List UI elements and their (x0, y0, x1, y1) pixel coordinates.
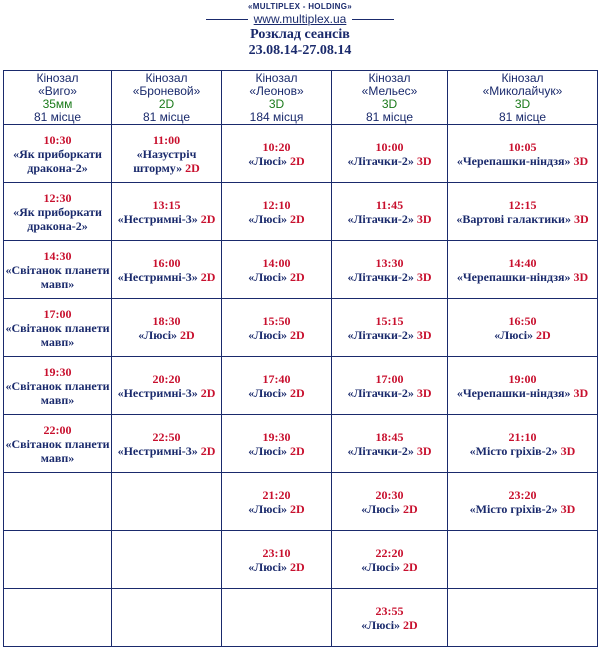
session-time: 11:00 (152, 132, 181, 147)
session-time: 12:15 (508, 197, 537, 212)
hall-format: 3D (268, 96, 285, 111)
film-title: «Нестримні-3» (117, 443, 198, 458)
session-cell (332, 589, 448, 647)
film-format: 3D (573, 385, 589, 400)
hall-seats: 81 місце (142, 109, 190, 124)
film-format: 2D (290, 443, 305, 458)
schedule-table (3, 70, 598, 647)
film-format: 3D (416, 443, 432, 458)
schedule-row (4, 589, 598, 647)
film-title: «Літачки-2» (347, 269, 414, 284)
session-time: 19:00 (508, 371, 537, 386)
session-cell (448, 357, 598, 415)
film-format: 2D (290, 269, 305, 284)
session-time: 19:30 (43, 364, 72, 379)
session-time: 12:10 (262, 197, 291, 212)
film-title: «Люсі» (248, 211, 288, 226)
film-format: 3D (560, 443, 576, 458)
session-cell (112, 125, 222, 183)
film-format: 3D (416, 269, 432, 284)
session-time: 23:20 (508, 487, 537, 502)
empty-cell (4, 473, 112, 531)
film-format: 3D (573, 153, 589, 168)
schedule-body (4, 125, 598, 647)
film-format: 2D (290, 501, 305, 516)
session-time: 19:30 (262, 429, 291, 444)
session-cell (4, 415, 112, 473)
session-time: 10:05 (508, 139, 537, 154)
schedule-row (4, 241, 598, 299)
hall-header (4, 71, 112, 125)
empty-cell (112, 589, 222, 647)
hall-seats: 184 місця (249, 109, 304, 124)
session-cell (332, 357, 448, 415)
session-cell (112, 183, 222, 241)
session-cell (332, 415, 448, 473)
schedule-row (4, 299, 598, 357)
session-time: 18:45 (375, 429, 404, 444)
session-cell (4, 183, 112, 241)
session-cell (448, 241, 598, 299)
film-title: «Люсі» (494, 327, 534, 342)
film-format: 2D (290, 153, 305, 168)
hall-header (332, 71, 448, 125)
film-format: 3D (416, 153, 432, 168)
session-cell (222, 473, 332, 531)
film-format: 2D (180, 327, 195, 342)
session-cell (332, 473, 448, 531)
schedule-row (4, 357, 598, 415)
session-time: 16:00 (152, 255, 181, 270)
film-title: «Люсі» (361, 617, 401, 632)
film-title: «Світанок планети мавп» (5, 378, 110, 407)
film-title: «Люсі» (248, 327, 288, 342)
session-time: 22:00 (43, 422, 72, 437)
page-title: Розклад сеансів (250, 27, 350, 42)
session-cell (222, 415, 332, 473)
session-time: 17:40 (262, 371, 291, 386)
film-format: 2D (290, 559, 305, 574)
session-time: 14:30 (43, 248, 72, 263)
session-cell (448, 183, 598, 241)
divider-right (352, 19, 394, 20)
session-time: 13:30 (375, 255, 404, 270)
session-cell (112, 241, 222, 299)
session-cell (4, 125, 112, 183)
session-time: 11:45 (375, 197, 404, 212)
film-format: 2D (200, 443, 216, 458)
hall-format: 35мм (42, 96, 73, 111)
film-title: «Люсі» (248, 559, 288, 574)
hall-label: Кінозал (368, 70, 411, 85)
film-title: «Нестримні-3» (117, 269, 198, 284)
schedule-row (4, 415, 598, 473)
session-cell (222, 357, 332, 415)
session-time: 17:00 (375, 371, 404, 386)
session-cell (222, 531, 332, 589)
film-title: «Літачки-2» (347, 211, 414, 226)
film-title: «Літачки-2» (347, 153, 414, 168)
session-cell (448, 299, 598, 357)
film-format: 2D (200, 269, 216, 284)
website-link[interactable]: www.multiplex.ua (253, 12, 347, 26)
session-cell (112, 415, 222, 473)
session-time: 20:30 (375, 487, 404, 502)
session-cell (332, 241, 448, 299)
film-format: 3D (573, 211, 589, 226)
session-time: 21:20 (262, 487, 291, 502)
session-cell (448, 415, 598, 473)
hall-header (222, 71, 332, 125)
session-cell (222, 125, 332, 183)
session-cell (332, 125, 448, 183)
session-time: 14:00 (262, 255, 291, 270)
hall-label: Кінозал (36, 70, 79, 85)
film-format: 2D (290, 385, 305, 400)
empty-cell (112, 531, 222, 589)
film-title: «Назустріч шторму» (133, 146, 197, 175)
session-time: 10:20 (262, 139, 291, 154)
empty-cell (448, 589, 598, 647)
film-title: «Світанок планети мавп» (5, 320, 110, 349)
schedule-row (4, 125, 598, 183)
session-time: 14:40 (508, 255, 537, 270)
empty-cell (222, 589, 332, 647)
hall-label: Кінозал (255, 70, 298, 85)
film-format: 2D (200, 211, 216, 226)
hall-seats: 81 місце (498, 109, 546, 124)
session-cell (112, 357, 222, 415)
film-format: 3D (416, 327, 432, 342)
brand-name: «MULTIPLEX - HOLDING» (248, 2, 352, 11)
film-title: «Люсі» (361, 501, 401, 516)
film-title: «Люсі» (248, 385, 288, 400)
film-title: «Літачки-2» (347, 385, 414, 400)
film-title: «Люсі» (248, 501, 288, 516)
film-format: 2D (403, 559, 418, 574)
session-time: 16:50 (508, 313, 537, 328)
film-title: «Черепашки-ніндзя» (456, 269, 571, 284)
film-title: «Нестримні-3» (117, 211, 198, 226)
schedule-row (4, 473, 598, 531)
film-format: 2D (536, 327, 551, 342)
film-title: «Люсі» (248, 443, 288, 458)
film-format: 2D (403, 617, 418, 632)
page-header (0, 2, 600, 59)
film-title: «Черепашки-ніндзя» (456, 153, 571, 168)
session-time: 12:30 (43, 190, 72, 205)
hall-label: Кінозал (501, 70, 544, 85)
session-cell (4, 241, 112, 299)
film-title: «Вартові галактики» (456, 211, 571, 226)
schedule-row (4, 183, 598, 241)
hall-header-row (4, 71, 598, 125)
film-format: 3D (416, 385, 432, 400)
film-title: «Літачки-2» (347, 327, 414, 342)
session-time: 20:20 (152, 371, 181, 386)
session-cell (222, 183, 332, 241)
hall-header (448, 71, 598, 125)
session-time: 18:30 (152, 313, 181, 328)
session-time: 10:00 (375, 139, 404, 154)
session-time: 15:15 (375, 313, 404, 328)
hall-seats: 81 місце (33, 109, 81, 124)
session-time: 23:55 (375, 603, 404, 618)
session-time: 22:50 (152, 429, 181, 444)
session-cell (222, 299, 332, 357)
film-format: 3D (573, 269, 589, 284)
film-format: 3D (560, 501, 576, 516)
film-title: «Світанок планети мавп» (5, 436, 110, 465)
film-title: «Як приборкати дракона-2» (13, 146, 102, 175)
film-title: «Світанок планети мавп» (5, 262, 110, 291)
hall-format: 3D (514, 96, 531, 111)
film-title: «Місто гріхів-2» (469, 501, 558, 516)
empty-cell (4, 531, 112, 589)
hall-format: 2D (158, 96, 175, 111)
session-cell (448, 125, 598, 183)
hall-name: «Миколайчук» (482, 83, 563, 98)
film-format: 2D (290, 327, 305, 342)
film-title: «Люсі» (138, 327, 178, 342)
film-title: «Місто гріхів-2» (469, 443, 558, 458)
session-cell (222, 241, 332, 299)
schedule-row (4, 531, 598, 589)
session-time: 21:10 (508, 429, 537, 444)
empty-cell (112, 473, 222, 531)
film-title: «Нестримні-3» (117, 385, 198, 400)
hall-name: «Леонов» (249, 83, 304, 98)
film-title: «Як приборкати дракона-2» (13, 204, 102, 233)
divider-left (206, 19, 248, 20)
empty-cell (4, 589, 112, 647)
url-row (0, 12, 600, 26)
session-time: 15:50 (262, 313, 291, 328)
film-title: «Люсі» (248, 269, 288, 284)
film-format: 2D (185, 160, 200, 175)
hall-format: 3D (381, 96, 398, 111)
session-cell (4, 299, 112, 357)
empty-cell (448, 531, 598, 589)
date-range: 23.08.14-27.08.14 (248, 43, 352, 58)
session-cell (4, 357, 112, 415)
session-cell (332, 531, 448, 589)
session-time: 13:15 (152, 197, 181, 212)
film-title: «Люсі» (248, 153, 288, 168)
hall-header (112, 71, 222, 125)
film-format: 2D (403, 501, 418, 516)
film-title: «Люсі» (361, 559, 401, 574)
film-title: «Літачки-2» (347, 443, 414, 458)
session-cell (332, 299, 448, 357)
session-cell (112, 299, 222, 357)
session-time: 23:10 (262, 545, 291, 560)
session-time: 10:30 (43, 132, 72, 147)
film-format: 2D (290, 211, 305, 226)
hall-name: «Виго» (38, 83, 77, 98)
session-cell (448, 473, 598, 531)
hall-label: Кінозал (145, 70, 188, 85)
session-time: 17:00 (43, 306, 72, 321)
film-format: 3D (416, 211, 432, 226)
hall-name: «Мельес» (361, 83, 418, 98)
session-cell (332, 183, 448, 241)
hall-seats: 81 місце (365, 109, 413, 124)
film-format: 2D (200, 385, 216, 400)
session-time: 22:20 (375, 545, 404, 560)
film-title: «Черепашки-ніндзя» (456, 385, 571, 400)
hall-name: «Броневой» (132, 83, 201, 98)
